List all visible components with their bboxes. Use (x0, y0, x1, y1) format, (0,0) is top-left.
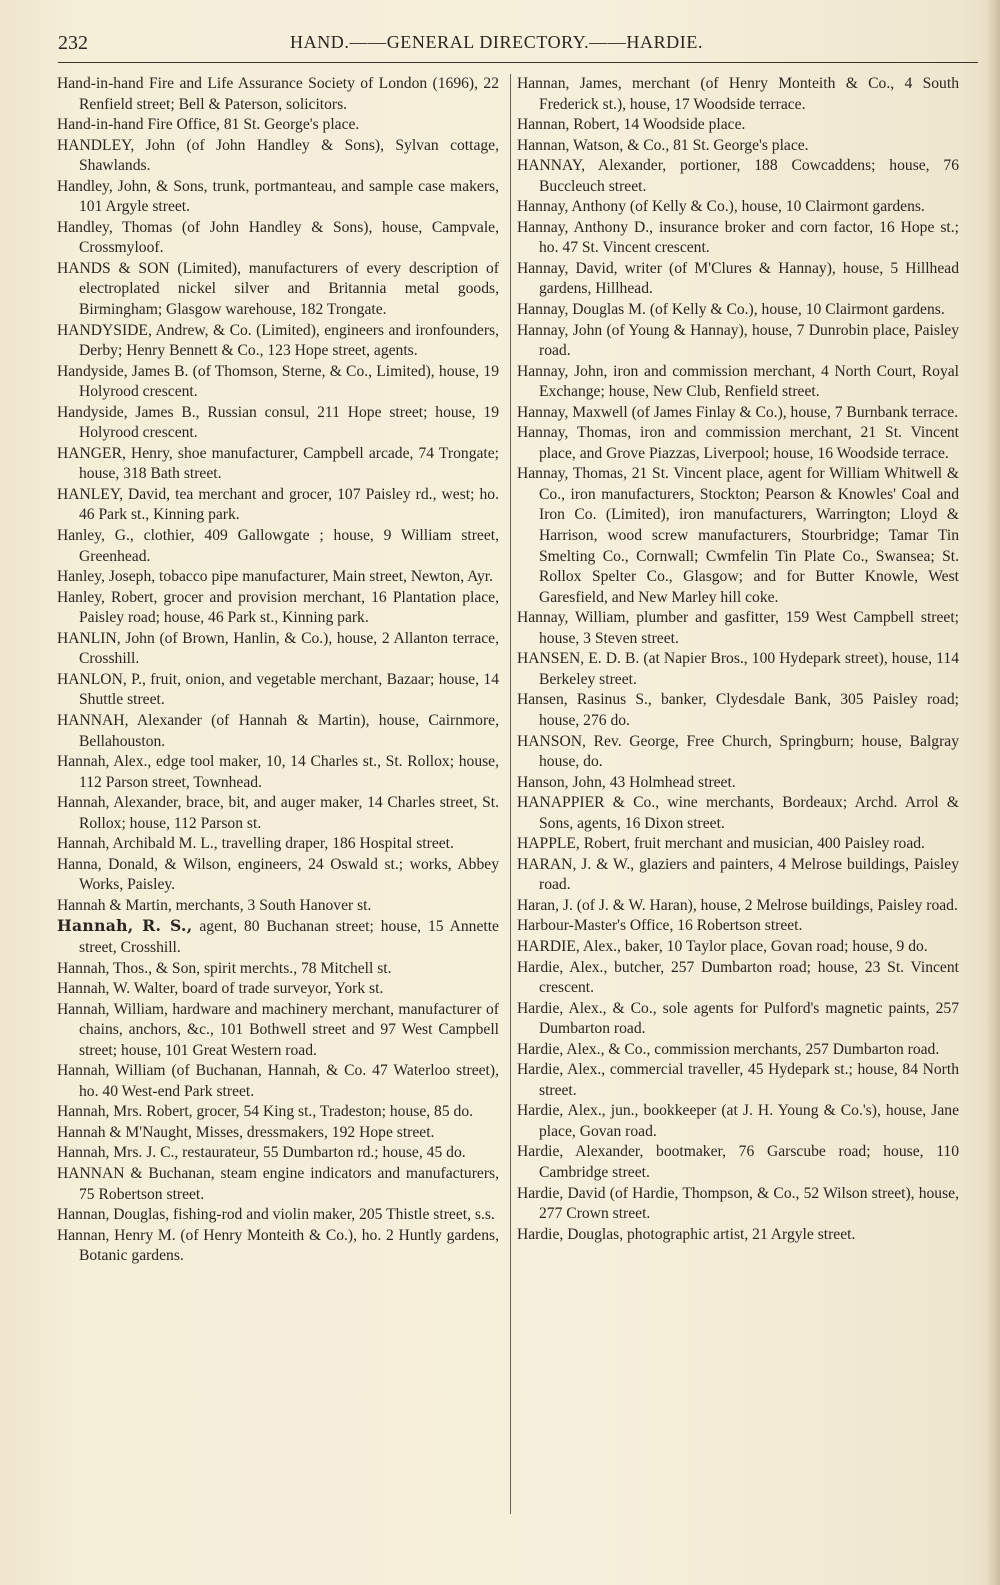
directory-entry: HANAPPIER & Co., wine merchants, Bordeaux; Archd. Arrol & Sons, agents, 16 Dixon street. (517, 794, 959, 832)
directory-entry: Hannah, William (of Buchanan, Hannah, & Co. 47 Waterloo street), ho. 40 West-end Park street. (57, 1062, 499, 1100)
directory-entry: Hardie, David (of Hardie, Thompson, & Co., 52 Wilson street), house, 277 Crown street. (517, 1184, 959, 1223)
directory-entry: Hannan, Douglas, fishing-rod and violin maker, 205 Thistle street, s.s. (57, 1206, 495, 1224)
directory-entry: HANLON, P., fruit, onion, and vegetable merchant, Bazaar; house, 14 Shuttle street. (57, 670, 499, 709)
directory-entry: Hanson, John, 43 Holmhead street. (517, 773, 736, 791)
directory-entry: Hannay, John, iron and commission merchant, 4 North Court, Royal Exchange; house, New Club, Renfield street. (517, 362, 959, 401)
directory-entry: Hardie, Alex., jun., bookkeeper (at J. H. Young & Co.'s), house, Jane place, Govan road. (517, 1102, 959, 1140)
directory-entry: Hannah, Alexander, brace, bit, and auger maker, 14 Charles street, St. Rollox; house, 112 Parson st. (57, 794, 499, 832)
directory-entry: HARDIE, Alex., baker, 10 Taylor place, Govan road; house, 9 do. (517, 937, 928, 955)
directory-entry-bold (57, 916, 499, 958)
directory-entry: Hanley, G., clothier, 409 Gallowgate ; house, 9 William street, Greenhead. (57, 527, 499, 565)
directory-entry: Hanley, Robert, grocer and provision merchant, 16 Plantation place, Paisley road; house, 46 Park st., Kinning park. (57, 588, 499, 627)
directory-entry: Haran, J. (of J. & W. Haran), house, 2 Melrose buildings, Paisley road. (517, 896, 958, 914)
directory-entry: Hannan, Henry M. (of Henry Monteith & Co.), ho. 2 Huntly gardens, Botanic gardens. (57, 1226, 499, 1265)
directory-entry: HANSON, Rev. George, Free Church, Springburn; house, Balgray house, do. (517, 732, 959, 771)
directory-entry: Hardie, Alex., butcher, 257 Dumbarton road; house, 23 St. Vincent crescent. (517, 958, 959, 997)
directory-entry: HARAN, J. & W., glaziers and painters, 4 Melrose buildings, Paisley road. (517, 855, 959, 894)
directory-entry: HANNAY, Alexander, portioner, 188 Cowcaddens; house, 76 Buccleuch street. (517, 157, 959, 195)
directory-entry: Hannah & M'Naught, Misses, dressmakers, 192 Hope street. (57, 1123, 435, 1141)
directory-entry: Hanley, Joseph, tobacco pipe manufacturer, Main street, Newton, Ayr. (57, 568, 494, 586)
right-column (517, 74, 959, 1245)
directory-entry: Hannay, Thomas, 21 St. Vincent place, agent for William Whitwell & Co., iron manufacturers, Stockton; Pearson & Knowles' Coal and Iron Co. (Limited), iron manufacturers, Warrington; Lloyd & Harrison, wood screw manufacturers, Stourbridge; Tamar Tin Smelting Co., Cornwall; Cwmfelin Tin Plate Co., Swansea; St. Rollox Spelter Co., Glasgow; and for Butter Knowle, West Garesfield, and New Marley hill coke. (517, 465, 959, 606)
directory-entry: HANGER, Henry, shoe manufacturer, Campbell arcade, 74 Trongate; house, 318 Bath street. (57, 444, 499, 483)
directory-entry: Hanna, Donald, & Wilson, engineers, 24 Oswald st.; works, Abbey Works, Paisley. (57, 855, 499, 894)
directory-entry: Hannan, Watson, & Co., 81 St. George's place. (517, 136, 809, 154)
column-divider (510, 74, 511, 1514)
directory-entry: Hannan, James, merchant (of Henry Monteith & Co., 4 South Frederick st.), house, 17 Woodside terrace. (517, 75, 959, 113)
directory-entry: Hannay, Thomas, iron and commission merchant, 21 St. Vincent place, and Grove Piazzas, Liverpool; house, 16 Woodside terrace. (517, 424, 959, 462)
directory-entry: Hardie, Alex., commercial traveller, 45 Hydepark st.; house, 84 North street. (517, 1061, 959, 1099)
directory-entry: Hannah, Mrs. J. C., restaurateur, 55 Dumbarton rd.; house, 45 do. (57, 1144, 466, 1162)
directory-entry: HAPPLE, Robert, fruit merchant and musician, 400 Paisley road. (517, 835, 925, 853)
directory-entry: Hannay, Anthony D., insurance broker and corn factor, 16 Hope st.; ho. 47 St. Vincent crescent. (517, 218, 959, 257)
directory-entry: HANNAN & Buchanan, steam engine indicators and manufacturers, 75 Robertson street. (57, 1164, 499, 1203)
directory-entry: Hardie, Alexander, bootmaker, 76 Garscube road; house, 110 Cambridge street. (517, 1143, 959, 1181)
header-rule (58, 62, 978, 63)
directory-entry: HANSEN, E. D. B. (at Napier Bros., 100 Hydepark street), house, 114 Berkeley street. (517, 650, 959, 688)
directory-entry: HANDYSIDE, Andrew, & Co. (Limited), engineers and ironfounders, Derby; Henry Bennett & Co., 123 Hope street, agents. (57, 321, 499, 360)
directory-entry: Hansen, Rasinus S., banker, Clydesdale Bank, 305 Paisley road; house, 276 do. (517, 691, 959, 729)
directory-entry: Hardie, Douglas, photographic artist, 21 Argyle street. (517, 1225, 856, 1243)
page-edge (986, 0, 1000, 1585)
directory-entry: Handyside, James B., Russian consul, 211 Hope street; house, 19 Holyrood crescent. (57, 403, 499, 442)
directory-entry: Handyside, James B. (of Thomson, Sterne, & Co., Limited), house, 19 Holyrood crescent. (57, 362, 499, 401)
directory-entry: Hannah, William, hardware and machinery merchant, manufacturer of chains, anchors, &c., 101 Bothwell street and 97 West Campbell street; house, 101 Great Western road. (57, 1000, 499, 1059)
bold-entry-name: Hannah, R. S., (57, 916, 193, 936)
directory-entry: Hannah & Martin, merchants, 3 South Hanover st. (57, 896, 372, 914)
page-header (58, 32, 978, 62)
directory-entry: HANDS & SON (Limited), manufacturers of every description of electroplated nickel silver and Britannia metal goods, Birmingham; Glasgow warehouse, 182 Trongate. (57, 259, 499, 319)
directory-entry: Hannah, Alex., edge tool maker, 10, 14 Charles st., St. Rollox; house, 112 Parson street, Townhead. (57, 753, 499, 791)
directory-entry: Hannay, Anthony (of Kelly & Co.), house, 10 Clairmont gardens. (517, 198, 925, 216)
directory-entry: Hannah, Mrs. Robert, grocer, 54 King st., Tradeston; house, 85 do. (57, 1103, 474, 1121)
directory-entry: HANNAH, Alexander (of Hannah & Martin), house, Cairnmore, Bellahouston. (57, 711, 499, 750)
directory-entry: Hannay, Maxwell (of James Finlay & Co.), house, 7 Burnbank terrace. (517, 403, 959, 421)
directory-entry: Hannah, Archibald M. L., travelling draper, 186 Hospital street. (57, 835, 454, 853)
directory-entry: Hannay, John (of Young & Hannay), house, 7 Dunrobin place, Paisley road. (517, 321, 959, 360)
directory-entry: HANLIN, John (of Brown, Hanlin, & Co.), house, 2 Allanton terrace, Crosshill. (57, 629, 499, 668)
directory-entry: Hannay, David, writer (of M'Clures & Hannay), house, 5 Hillhead gardens, Hillhead. (517, 259, 959, 298)
bold-entry-details: agent, 80 Buchanan street; house, 15 Annette street, Crosshill. (79, 918, 499, 956)
directory-entry: Hannay, William, plumber and gasfitter, 159 West Campbell street; house, 3 Steven street. (517, 609, 959, 647)
directory-entry: Hannah, W. Walter, board of trade surveyor, York st. (57, 980, 384, 998)
running-title: HAND.——GENERAL DIRECTORY.——HARDIE. (290, 32, 704, 52)
directory-entry: Hardie, Alex., & Co., commission merchants, 257 Dumbarton road. (517, 1040, 940, 1058)
directory-entry: Handley, Thomas (of John Handley & Sons), house, Campvale, Crossmyloof. (57, 218, 499, 257)
directory-entry: Hardie, Alex., & Co., sole agents for Pulford's magnetic paints, 257 Dumbarton road. (517, 999, 959, 1038)
directory-entry: Hand-in-hand Fire Office, 81 St. George's place. (57, 116, 360, 134)
directory-entry: HANDLEY, John (of John Handley & Sons), Sylvan cottage, Shawlands. (57, 136, 499, 175)
left-column (57, 74, 499, 1267)
directory-entry: Hannah, Thos., & Son, spirit merchts., 78 Mitchell st. (57, 959, 392, 977)
directory-entry: HANLEY, David, tea merchant and grocer, 107 Paisley rd., west; ho. 46 Park st., Kinning park. (57, 485, 499, 524)
directory-entry: Hand-in-hand Fire and Life Assurance Society of London (1696), 22 Renfield street; Bell & Paterson, solicitors. (57, 75, 499, 113)
directory-entry: Harbour-Master's Office, 16 Robertson street. (517, 917, 803, 935)
directory-entry: Handley, John, & Sons, trunk, portmanteau, and sample case makers, 101 Argyle street. (57, 177, 499, 216)
directory-entry: Hannay, Douglas M. (of Kelly & Co.), house, 10 Clairmont gardens. (517, 301, 945, 319)
page-number: 232 (58, 32, 88, 54)
directory-entry: Hannan, Robert, 14 Woodside place. (517, 116, 746, 134)
